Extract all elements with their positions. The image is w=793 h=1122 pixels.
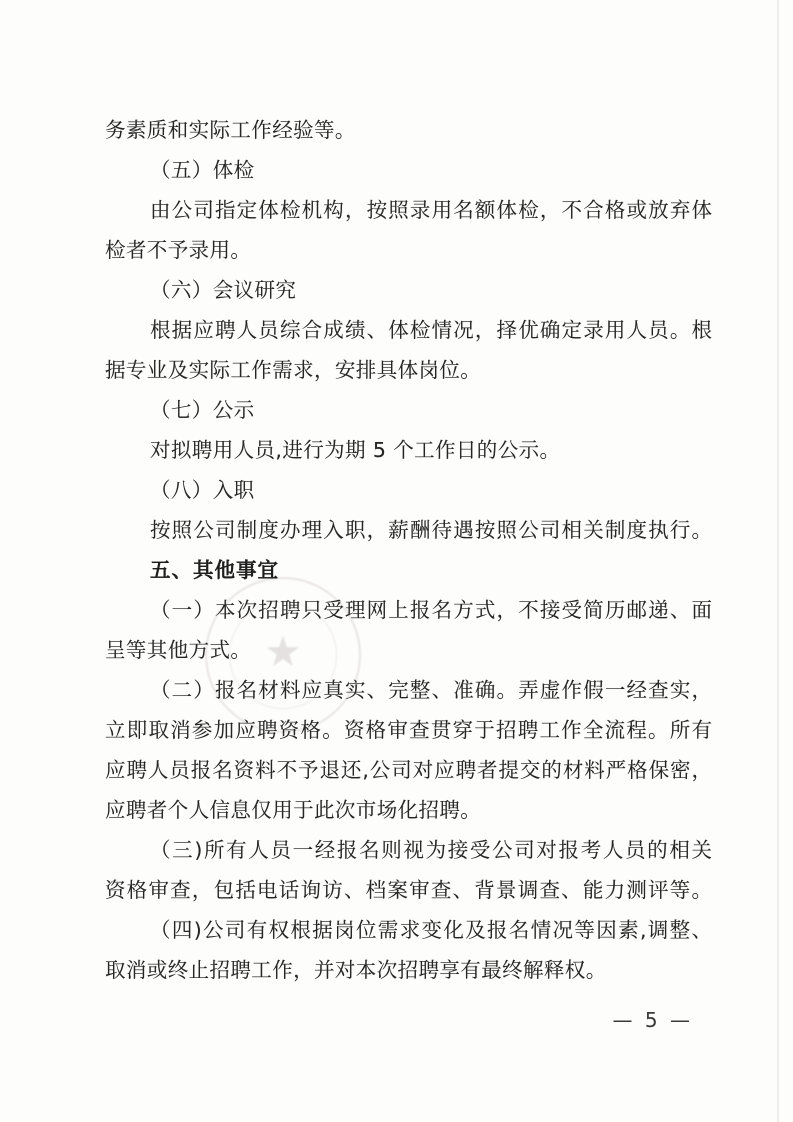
text-line: 资格审查，包括电话询访、档案审查、背景调查、能力测评等。 xyxy=(105,878,712,902)
text-line: 按照公司制度办理入职，薪酬待遇按照公司相关制度执行。 xyxy=(150,518,712,542)
text-line: 根据应聘人员综合成绩、体检情况，择优确定录用人员。根 xyxy=(150,318,712,342)
page-number: — 5 — xyxy=(612,1008,693,1032)
text-line: （三)所有人员一经报名则视为接受公司对报考人员的相关 xyxy=(150,838,712,862)
text-line: 由公司指定体检机构，按照录用名额体检，不合格或放弃体 xyxy=(150,198,712,222)
section-heading: （五）体检 xyxy=(150,158,255,182)
text-line: 取消或终止招聘工作，并对本次招聘享有最终解释权。 xyxy=(105,958,607,982)
section-heading: （七）公示 xyxy=(150,398,255,422)
text-line: 应聘人员报名资料不予退还,公司对应聘者提交的材料严格保密， xyxy=(105,758,712,782)
text-line: 检者不予录用。 xyxy=(105,238,252,262)
text-line: 据专业及实际工作需求，安排具体岗位。 xyxy=(105,358,482,382)
text-line: （四)公司有权根据岗位需求变化及报名情况等因素,调整、 xyxy=(150,918,712,942)
text-line: （二）报名材料应真实、完整、准确。弄虚作假一经查实， xyxy=(150,678,712,702)
section-heading: （八）入职 xyxy=(150,478,255,502)
text-line: 呈等其他方式。 xyxy=(105,638,252,662)
star-icon: ★ xyxy=(264,627,302,676)
text-line: （一）本次招聘只受理网上报名方式，不接受简历邮递、面 xyxy=(150,598,712,622)
text-line: 立即取消参加应聘资格。资格审查贯穿于招聘工作全流程。所有 xyxy=(105,718,712,742)
document-body xyxy=(105,110,712,990)
text-line: 对拟聘用人员,进行为期 5 个工作日的公示。 xyxy=(150,438,561,462)
section-heading: （六）会议研究 xyxy=(150,278,297,302)
section-title: 五、其他事宜 xyxy=(150,558,279,582)
text-line: 务素质和实际工作经验等。 xyxy=(105,118,356,142)
text-line: 应聘者个人信息仅用于此次市场化招聘。 xyxy=(105,798,482,822)
